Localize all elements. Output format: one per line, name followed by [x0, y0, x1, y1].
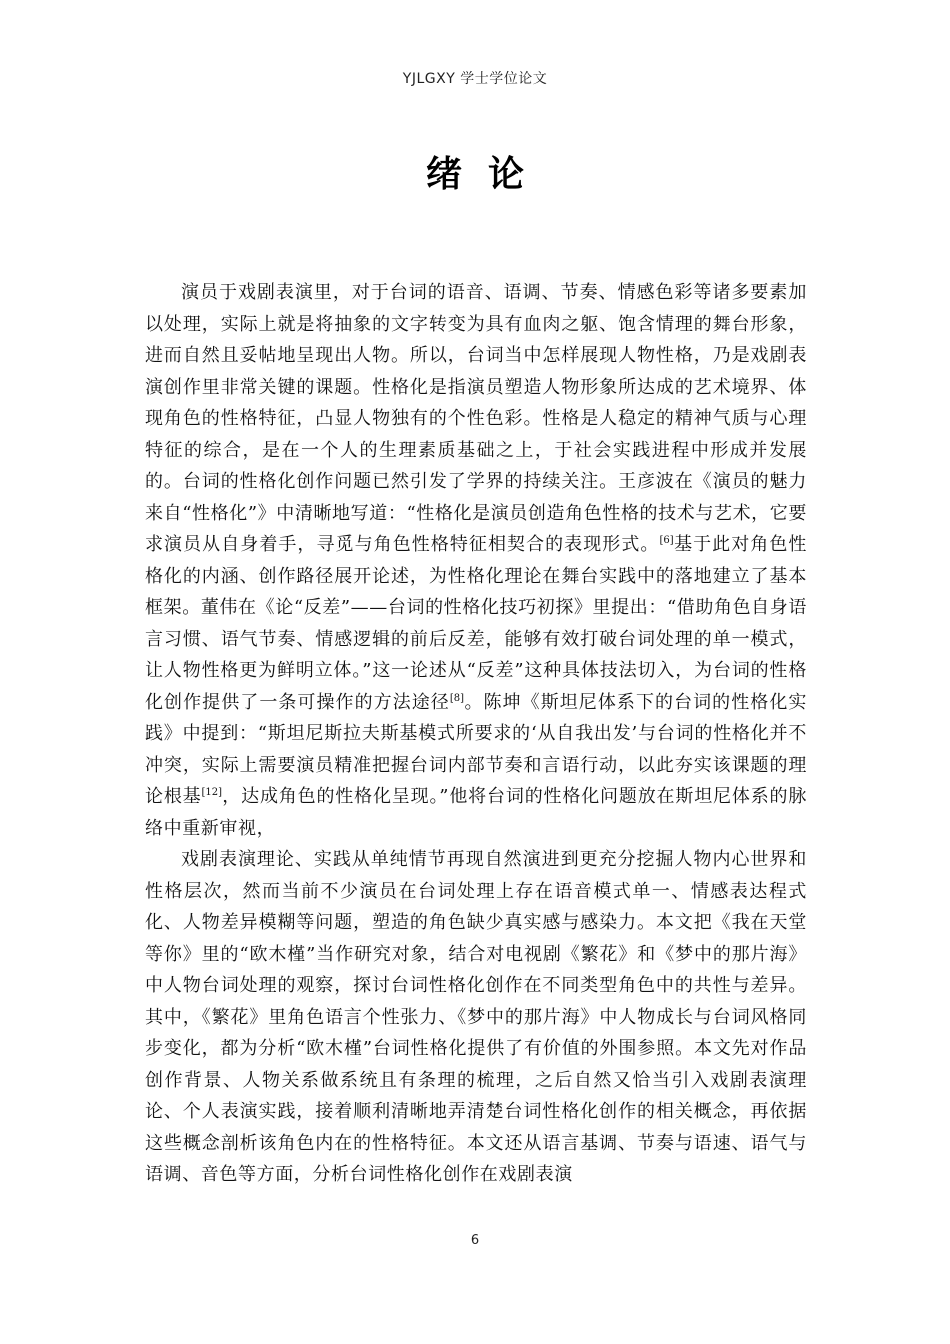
paragraph-1-part-4: ，达成角色的性格化呈现。”他将台词的性格化问题放在斯坦尼体系的脉络中重新审视，	[145, 786, 807, 839]
citation-6: [6]	[659, 535, 674, 546]
citation-12: [12]	[201, 787, 223, 798]
chapter-title: 绪论	[425, 154, 550, 195]
body-text	[145, 277, 807, 1191]
running-header: YJLGXY 学士学位论文	[402, 71, 548, 87]
paragraph-1-part-1: 演员于戏剧表演里，对于台词的语音、语调、节奏、情感色彩等诸多要素加以处理，实际上就是将抽象的文字转变为具有血肉之躯、饱含情理的舞台形象，进而自然且妥帖地呈现出人物。所以，台词当中怎样展现人物性格，乃是戏剧表演创作里非常关键的课题。性格化是指演员塑造人物形象所达成的艺术境界、体现角色的性格特征，凸显人物独有的个性色彩。性格是人稳定的精神气质与心理特征的综合，是在一个人的生理素质基础之上，于社会实践进程中形成并发展的。台词的性格化创作问题已然引发了学界的持续关注。王彦波在《演员的魅力来自“性格化”》中清晰地写道：“性格化是演员创造角色性格的技术与艺术，它要求演员从自身着手，寻觅与角色性格特征相契合的表现形式。	[145, 282, 807, 555]
paragraph-1-part-3: 。陈坤《斯坦尼体系下的台词的性格化实践》中提到：“斯坦尼斯拉夫斯基模式所要求的‘从自我出发’与台词的性格化并不冲突，实际上需要演员精准把握台词内部节奏和言语行动，以此夯实该课题的理论根基	[145, 691, 807, 807]
page-number: 6	[470, 1233, 480, 1248]
paragraph-1-part-2: 基于此对角色性格化的内涵、创作路径展开论述，为性格化理论在舞台实践中的落地建立了基本框架。董伟在《论“反差”——台词的性格化技巧初探》里提出：“借助角色自身语言习惯、语气节奏、情感逻辑的前后反差，能够有效打破台词处理的单一模式，让人物性格更为鲜明立体。”这一论述从“反差”这种具体技法切入，为台词的性格化创作提供了一条可操作的方法途径	[145, 534, 807, 713]
paragraph-2: 戏剧表演理论、实践从单纯情节再现自然演进到更充分挖掘人物内心世界和性格层次，然而当前不少演员在台词处理上存在语音模式单一、情感表达程式化、人物差异模糊等问题，塑造的角色缺少真实感与感染力。本文把《我在天堂等你》里的“欧木槿”当作研究对象，结合对电视剧《繁花》和《梦中的那片海》中人物台词处理的观察，探讨台词性格化创作在不同类型角色中的共性与差异。其中，《繁花》里角色语言个性张力、《梦中的那片海》中人物成长与台词风格同步变化，都为分析“欧木槿”台词性格化提供了有价值的外围参照。本文先对作品创作背景、人物关系做系统且有条理的梳理，之后自然又恰当引入戏剧表演理论、个人表演实践，接着顺利清晰地弄清楚台词性格化创作的相关概念，再依据这些概念剖析该角色内在的性格特征。本文还从语言基调、节奏与语速、语气与语调、音色等方面，分析台词性格化创作在戏剧表演	[145, 849, 807, 1185]
paragraph-1	[145, 277, 807, 844]
citation-8: [8]	[449, 692, 465, 704]
